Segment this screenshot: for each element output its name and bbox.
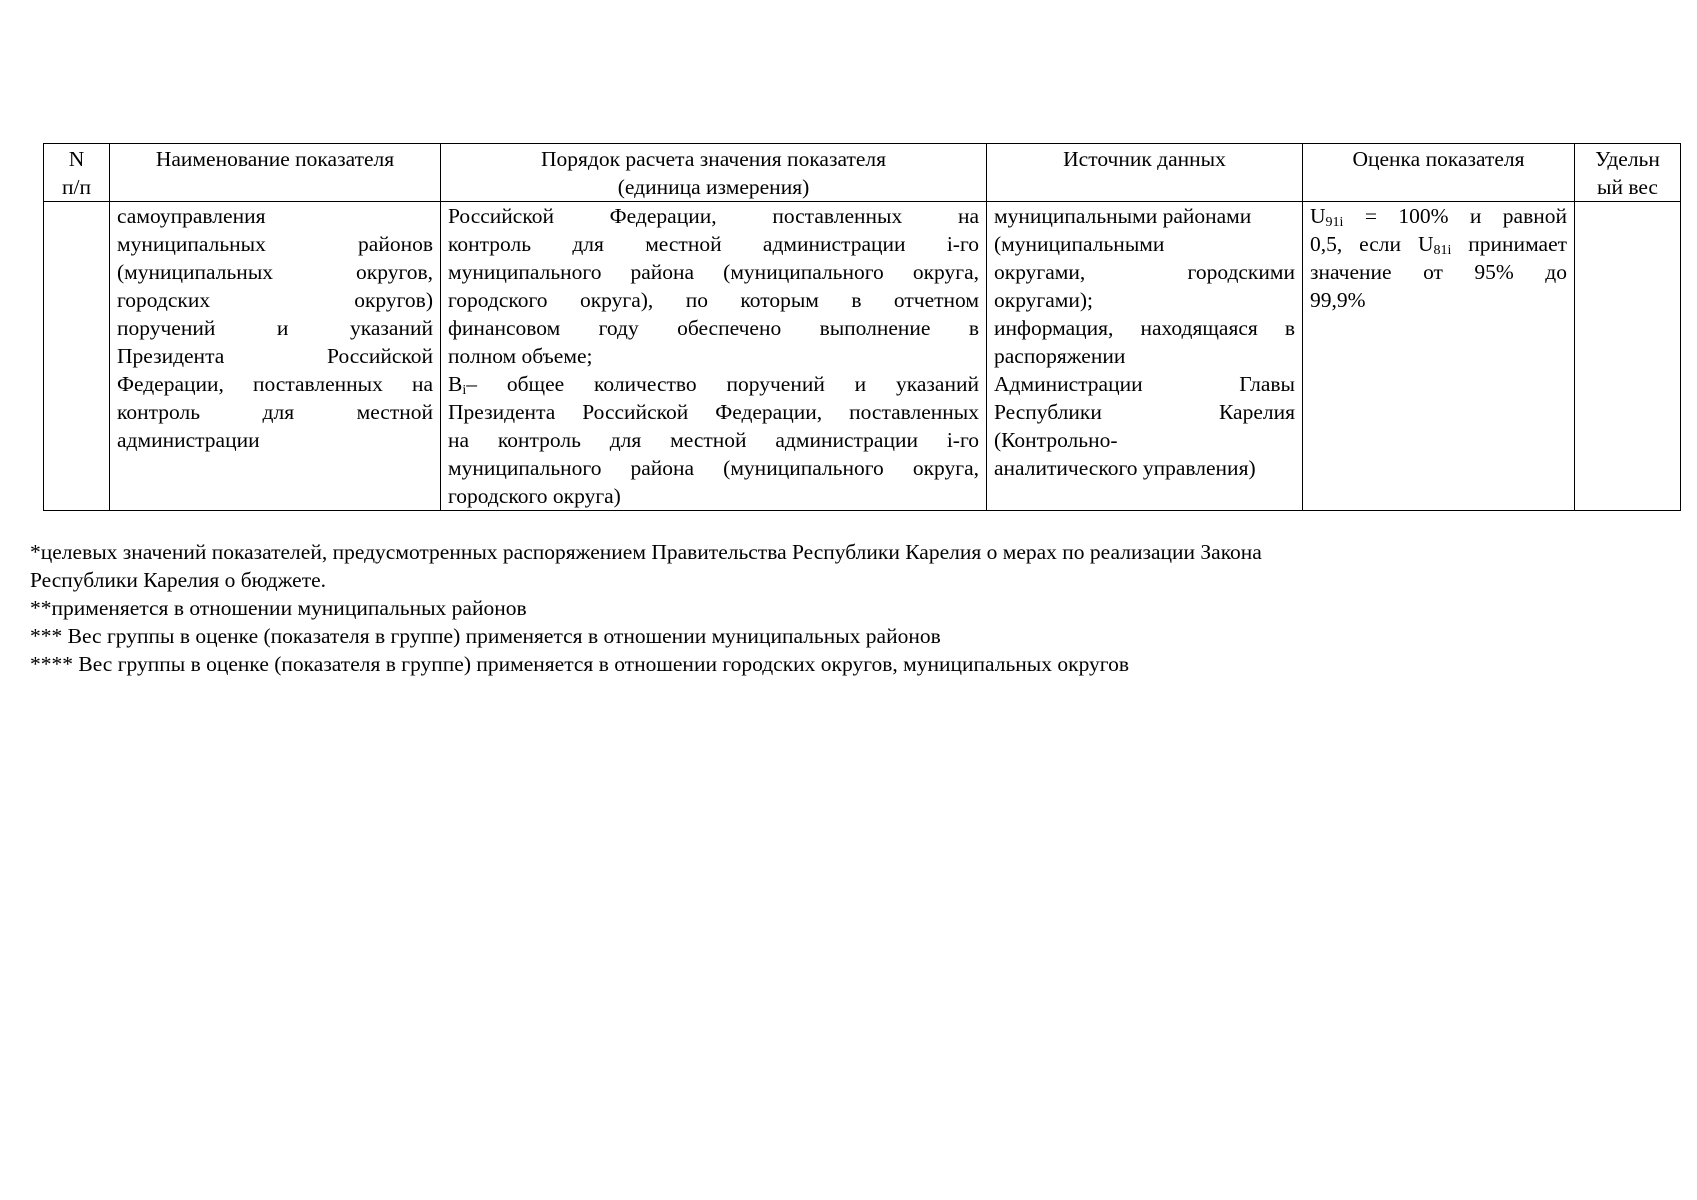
header-name: Наименование показателя [110, 144, 441, 202]
cell-weight [1575, 202, 1681, 511]
header-num: N п/п [44, 144, 110, 202]
footnote-1: *целевых значений показателей, предусмотренных распоряжением Правительства Республики Карелия о мерах по реализации Закона [30, 540, 1262, 564]
table-header-row [44, 144, 1681, 202]
cell-calc: Российской Федерации, поставленных на контроль для местной администрации i-го муниципального района (муниципального округа, городского округа), по которым в отчетном финансовом году обеспечено выполнение в полном объеме; $B_i-$ общее количество поручений и указаний Президента Российской Федерации, поставленных на контроль для местной администрации i-го муниципального района (муниципального округа, городского округа) [441, 202, 987, 511]
header-assessment: Оценка показателя [1303, 144, 1575, 202]
assessment-line-2: 0,5, если $U_{81i}$ принимает [1310, 232, 1568, 258]
indicators-table [43, 143, 1681, 511]
table-row [44, 202, 1681, 511]
footnote-3: *** Вес группы в оценке (показателя в группе) применяется в отношении муниципальных районов [30, 624, 941, 648]
header-weight: Удельн ый вес [1575, 144, 1681, 202]
footnote-4: **** Вес группы в оценке (показателя в группе) применяется в отношении городских округов, муниципальных округов [30, 652, 1129, 676]
header-calc: Порядок расчета значения показателя (единица измерения) [441, 144, 987, 202]
calc-var-line: $B_i-$ общее количество поручений и указаний [448, 372, 979, 398]
assessment-line-1: $U_{91i} = 100\%$ и равной [1310, 204, 1567, 230]
footnote-1-cont: Республики Карелия о бюджете. [30, 568, 327, 592]
footnotes [30, 538, 1630, 678]
cell-name: самоуправления муниципальных районов (муниципальных округов, городских округов) поручений и указаний Президента Российской Федерации, поставленных на контроль для местной администрации [110, 202, 441, 511]
footnote-2: **применяется в отношении муниципальных районов [30, 596, 527, 620]
cell-assessment: $U_{91i} = 100\%$ и равной 0,5, если $U_{81i}$ принимает значение от 95% до 99,9% [1303, 202, 1575, 511]
cell-num [44, 202, 110, 511]
header-source: Источник данных [987, 144, 1303, 202]
cell-source: муниципальными районами (муниципальными округами, городскими округами); информация, находящаяся в распоряжении Администрации Главы Республики Карелия (Контрольно- аналитического управления) [987, 202, 1303, 511]
